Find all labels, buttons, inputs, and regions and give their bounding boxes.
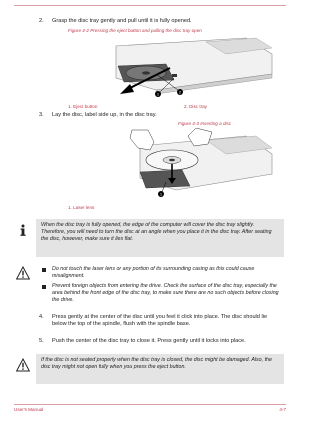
figure-caption: Figure 4-3 Inserting a disc bbox=[178, 121, 232, 126]
warning-icon bbox=[16, 358, 30, 372]
note-text: When the disc tray is fully opened, the edge of the computer will cover the disc tray slightly. Therefore, you will need to turn the disc at an angle when you place it in the disc tray. After seating the disc, however, make sure it lies flat. bbox=[41, 222, 272, 243]
header-rule bbox=[14, 5, 286, 6]
step-3 bbox=[39, 112, 272, 119]
step-number: 4. bbox=[39, 314, 44, 320]
figure-caption: Figure 4-2 Pressing the eject button and pulling the disc tray open bbox=[68, 28, 202, 33]
footer-manual-title: User's Manual bbox=[14, 407, 44, 412]
figure-label-disc-tray: 2. Disc tray bbox=[184, 104, 207, 109]
callout-number: 1 bbox=[159, 191, 163, 197]
step-5 bbox=[39, 338, 272, 345]
figure-eject-disc-tray bbox=[96, 34, 274, 100]
warning-text: Do not touch the laser lens or any portion of its surrounding casing as this could cause misalignment. bbox=[52, 266, 255, 280]
figure-inserting-disc bbox=[116, 128, 274, 200]
laptop-illustration bbox=[116, 38, 272, 94]
step-number: 5. bbox=[39, 338, 44, 344]
callout-number: 2 bbox=[178, 89, 182, 95]
step-4 bbox=[39, 314, 272, 328]
step-text: Grasp the disc tray gently and pull until it is fully opened. bbox=[52, 18, 192, 24]
step-2 bbox=[39, 18, 272, 25]
step-text: Press gently at the center of the disc until you feel it click into place. The disc should lie below the top of the spindle, flush with the spindle base. bbox=[52, 314, 268, 328]
step-number: 2. bbox=[39, 18, 44, 24]
warning-text: Prevent foreign objects from entering the drive. Check the surface of the disc tray, especially the area behind the front edge of the disc tray, to make sure there are no such objects before closing the drive. bbox=[52, 283, 279, 304]
warning-item bbox=[52, 266, 282, 280]
warning-item bbox=[52, 283, 282, 304]
warning-icon bbox=[16, 266, 30, 280]
info-note bbox=[36, 219, 284, 257]
callout-number: 1 bbox=[156, 91, 160, 97]
bullet bbox=[42, 285, 46, 289]
caution-note bbox=[36, 354, 284, 384]
info-icon bbox=[16, 223, 30, 237]
step-number: 3. bbox=[39, 112, 44, 118]
step-text: Lay the disc, label side up, in the disc tray. bbox=[52, 112, 157, 118]
step-text: Push the center of the disc tray to close it. Press gently until it locks into place. bbox=[52, 338, 246, 344]
bullet bbox=[42, 268, 46, 272]
note-text: If the disc is not seated properly when the disc tray is closed, the disc might be damaged. Also, the disc tray might not open fully when you press the eject button. bbox=[41, 357, 272, 371]
figure-label-eject-button: 1. Eject button bbox=[68, 104, 98, 109]
page-number: 4-7 bbox=[279, 407, 286, 412]
footer-rule bbox=[14, 404, 286, 405]
figure-label-laser-lens: 1. Laser lens bbox=[68, 205, 95, 210]
